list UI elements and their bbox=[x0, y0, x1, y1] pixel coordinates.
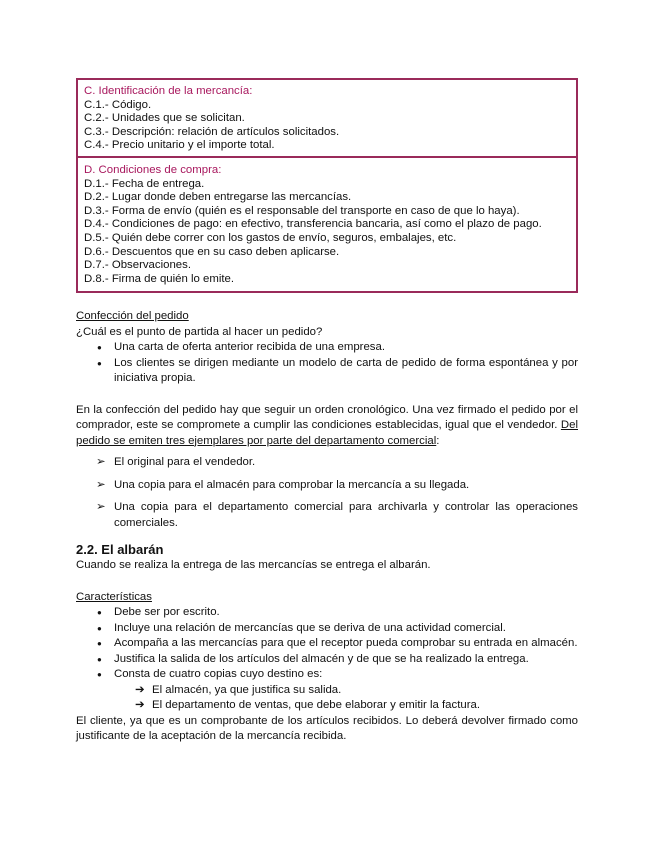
section-c-item: C.2.- Unidades que se solicitan. bbox=[84, 112, 245, 125]
arrowhead-icon: ➢ bbox=[96, 478, 106, 491]
list-item: ● Los clientes se dirigen mediante un modelo de carta de pedido de forma espontánea y por iniciativa propia. bbox=[76, 356, 578, 387]
copy-text: Una copia para el almacén para comprobar la mercancía a su llegada. bbox=[114, 478, 470, 491]
section-c-item: C.3.- Descripción: relación de artículos solicitados. bbox=[84, 125, 340, 138]
sub-item-text: El almacén, ya que justifica su salida. bbox=[152, 683, 342, 696]
copy-item bbox=[76, 500, 578, 531]
section-c-box bbox=[76, 78, 578, 156]
section-c-item: C.1.- Código. bbox=[84, 98, 152, 111]
section-d-item: D.1.- Fecha de entrega. bbox=[84, 177, 205, 190]
albaran-intro: Cuando se realiza la entrega de las mercancías se entrega el albarán. bbox=[76, 559, 431, 572]
list-item: ● Incluye una relación de mercancías que se deriva de una actividad comercial. bbox=[76, 621, 578, 637]
document-page bbox=[76, 78, 578, 745]
section-d-item: D.3.- Forma de envío (quién es el responsable del transporte en caso de que lo haya). bbox=[84, 204, 520, 217]
features-heading: Características bbox=[76, 590, 152, 603]
confeccion-question: ¿Cuál es el punto de partida al hacer un pedido? bbox=[76, 325, 323, 338]
section-c-item: C.4.- Precio unitario y el importe total. bbox=[84, 139, 275, 152]
section-d-item: D.5.- Quién debe correr con los gastos de envío, seguros, embalajes, etc. bbox=[84, 231, 457, 244]
list-item: ● Justifica la salida de los artículos del almacén y de que se ha realizado la entrega. bbox=[76, 652, 578, 668]
confeccion-list bbox=[76, 340, 578, 387]
list-item: ● Acompaña a las mercancías para que el receptor pueda comprobar su entrada en almacén. bbox=[76, 636, 578, 652]
copy-text: Una copia para el departamento comercial para archivarla y controlar las operaciones comerciales. bbox=[114, 501, 578, 529]
section-d-item: D.8.- Firma de quién lo emite. bbox=[84, 272, 235, 285]
sub-item bbox=[76, 698, 578, 714]
confeccion-heading: Confección del pedido bbox=[76, 310, 189, 323]
arrowhead-icon: ➢ bbox=[96, 456, 106, 469]
arrowhead-icon: ➢ bbox=[96, 501, 106, 514]
section-c-title: C. Identificación de la mercancía: bbox=[84, 85, 253, 97]
section-heading-albaran: 2.2. El albarán bbox=[76, 542, 164, 558]
sub-item bbox=[76, 683, 578, 699]
section-d-title: D. Condiciones de compra: bbox=[84, 163, 222, 176]
copy-item bbox=[76, 455, 578, 471]
arrow-right-icon: ➔ bbox=[135, 683, 145, 696]
copy-text: El original para el vendedor. bbox=[114, 456, 256, 469]
list-item: ● Consta de cuatro copias cuyo destino es: bbox=[76, 667, 578, 683]
paragraph-underlined: Del pedido se emiten tres ejemplares por parte del departamento comercial bbox=[76, 419, 578, 447]
list-item: ● Una carta de oferta anterior recibida de una empresa. bbox=[76, 340, 578, 356]
section-d-item: D.6.- Descuentos que en su caso deben aplicarse. bbox=[84, 245, 340, 258]
arrow-right-icon: ➔ bbox=[135, 699, 145, 712]
section-d-item: D.7.- Observaciones. bbox=[84, 259, 191, 272]
copy-item bbox=[76, 478, 578, 494]
section-d-item: D.4.- Condiciones de pago: en efectivo, transferencia bancaria, así como el plazo de pago. bbox=[84, 218, 542, 231]
list-item: ● Debe ser por escrito. bbox=[76, 605, 578, 621]
paragraph-text: En la confección del pedido hay que seguir un orden cronológico. Una vez firmado el pedido por el comprador, este se compromete a cumplir las condiciones establecidas, igual que el vendedor. bbox=[76, 403, 578, 432]
sub-item-text: El departamento de ventas, que debe elaborar y emitir la factura. bbox=[152, 699, 480, 712]
features-list bbox=[76, 605, 578, 683]
albaran-closing: El cliente, ya que es un comprobante de los artículos recibidos. Lo deberá devolver firmado como justificante de la aceptación de la mercancía recibida. bbox=[76, 714, 578, 743]
paragraph-end: : bbox=[436, 434, 440, 447]
section-d-item: D.2.- Lugar donde deben entregarse las mercancías. bbox=[84, 191, 352, 204]
confeccion-paragraph bbox=[76, 403, 578, 450]
section-d-box bbox=[76, 156, 578, 293]
